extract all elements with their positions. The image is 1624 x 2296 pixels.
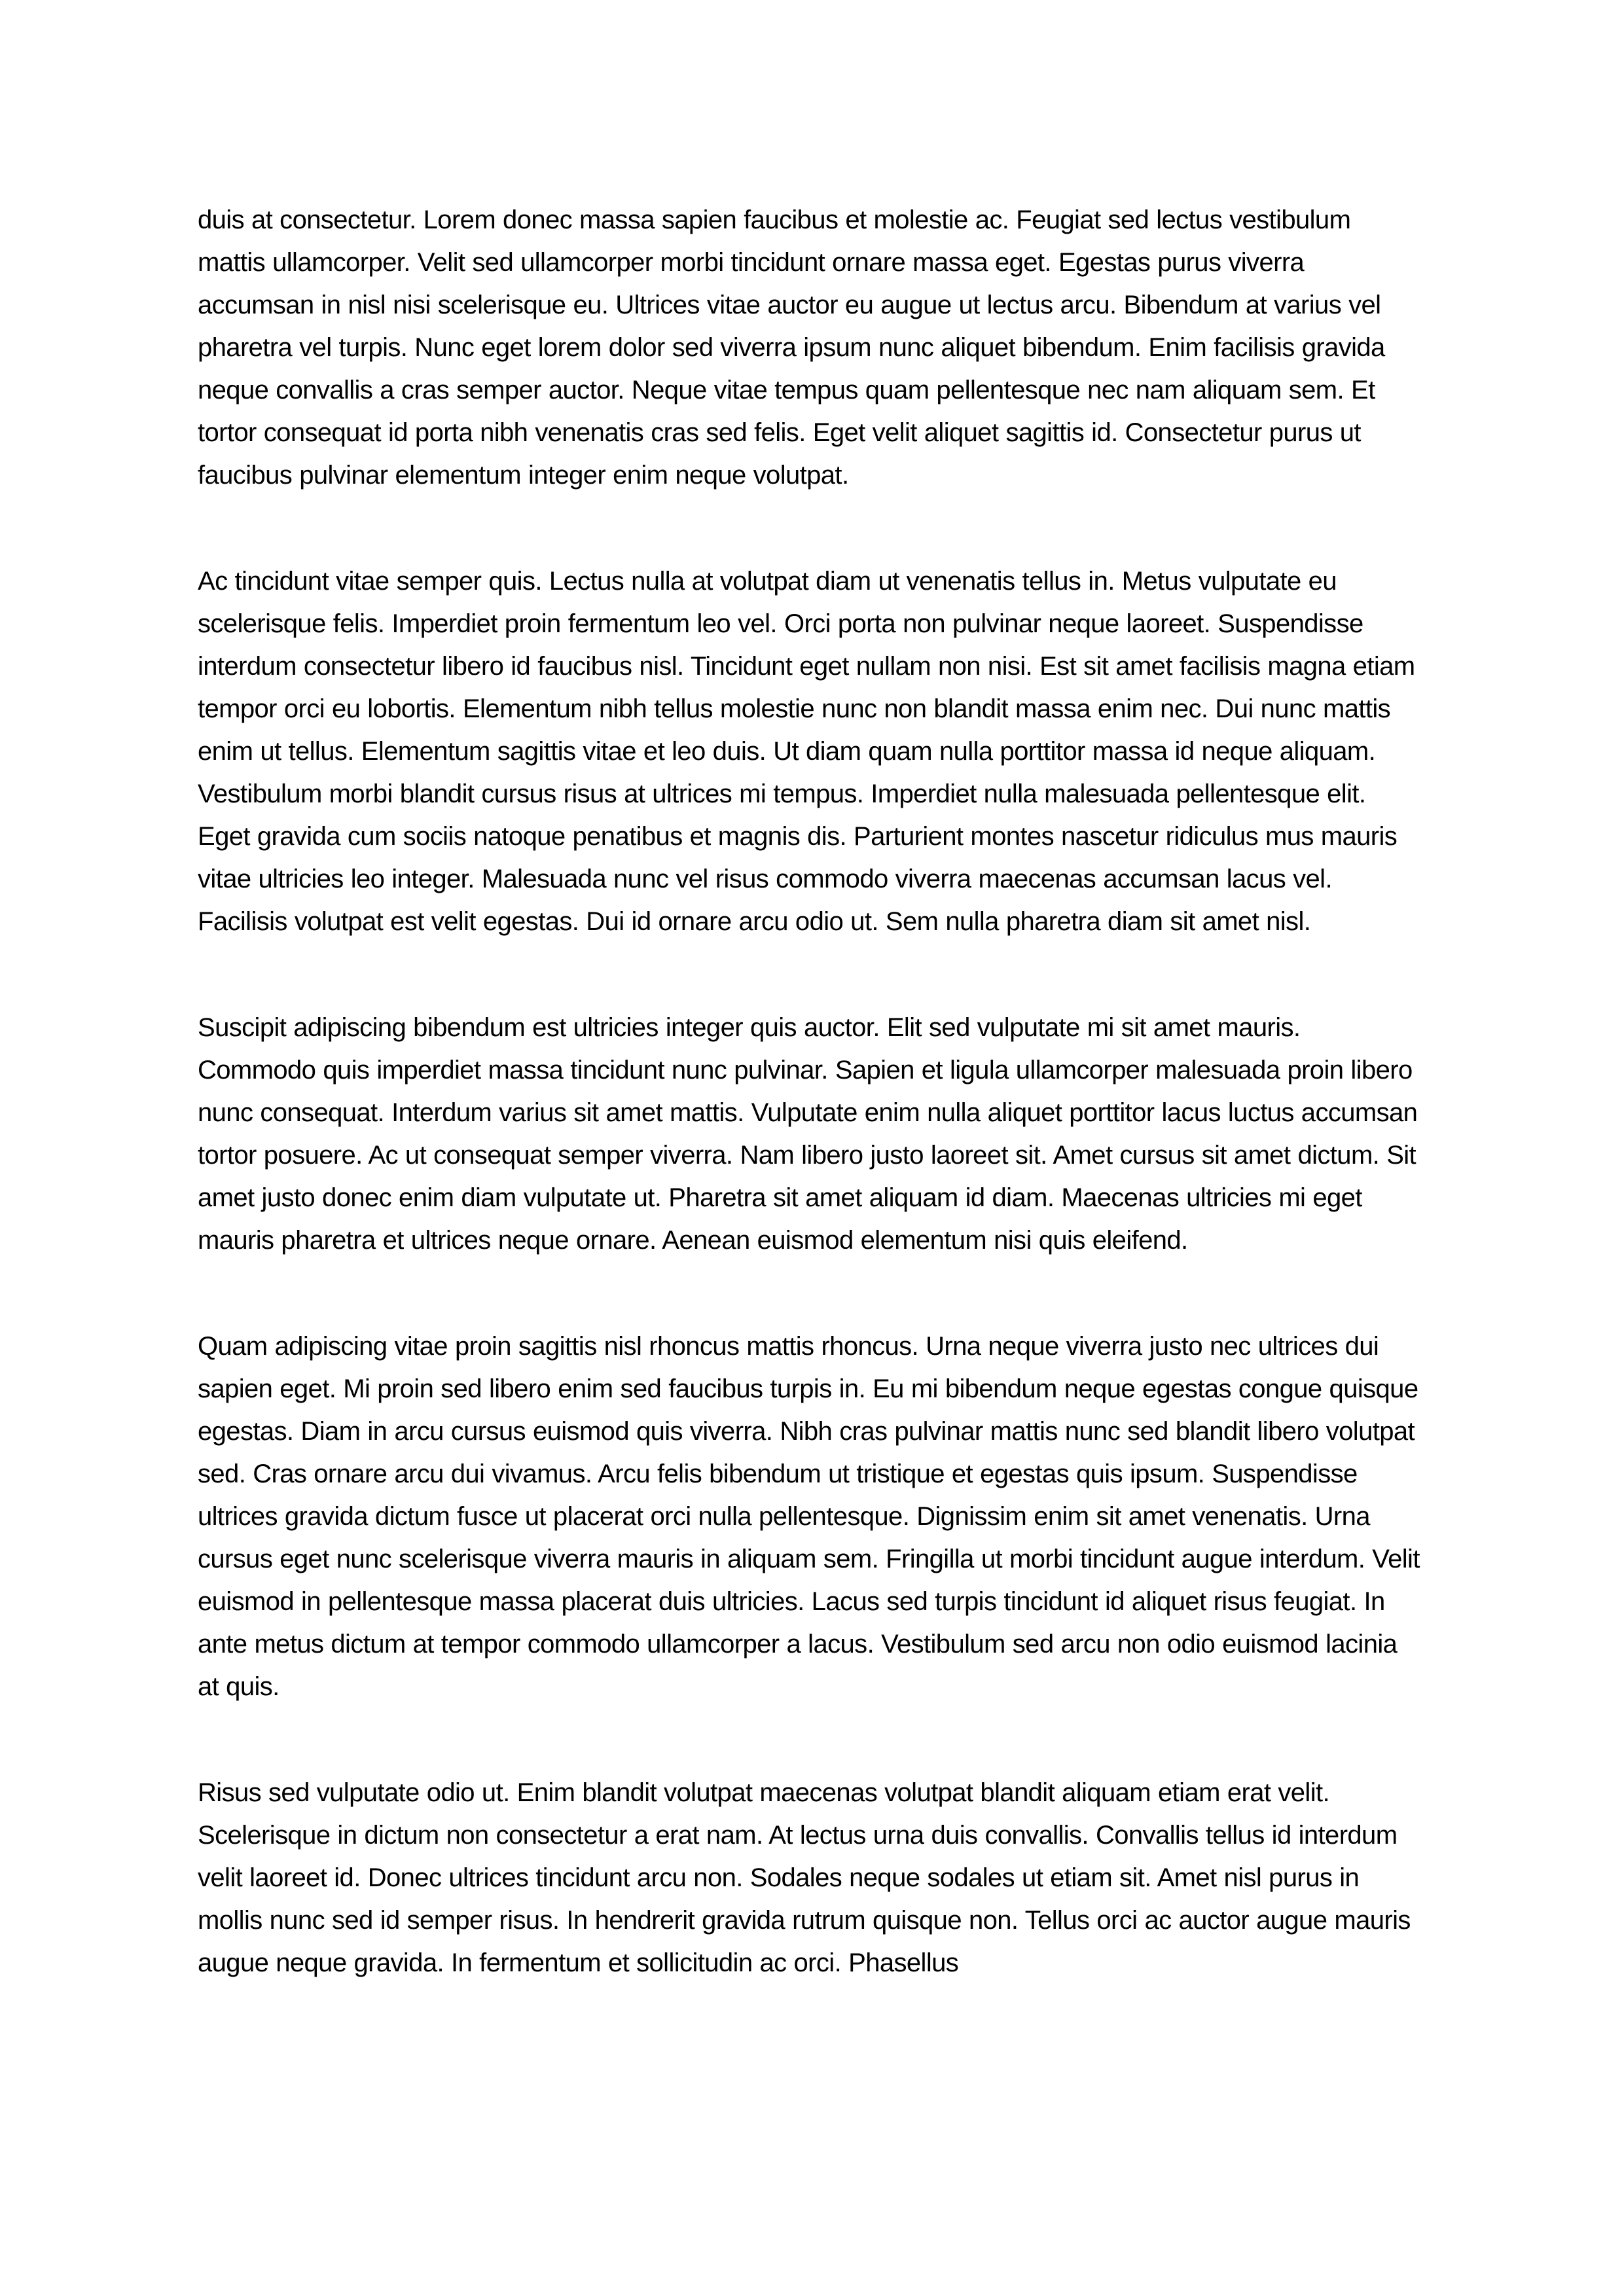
paragraph-3: Suscipit adipiscing bibendum est ultricies integer quis auctor. Elit sed vulputate mi sit amet mauris. Commodo quis imperdiet massa tincidunt nunc pulvinar. Sapien et ligula ullamcorper malesuada proin libero nunc consequat. Interdum varius sit amet mattis. Vulputate enim nulla aliquet porttitor lacus luctus accumsan tortor posuere. Ac ut consequat semper viverra. Nam libero justo laoreet sit. Amet cursus sit amet dictum. Sit amet justo donec enim diam vulputate ut. Pharetra sit amet aliquam id diam. Maecenas ultricies mi eget mauris pharetra et ultrices neque ornare. Aenean euismod elementum nisi quis eleifend. — [198, 1013, 1418, 1255]
paragraph-1: duis at consectetur. Lorem donec massa sapien faucibus et molestie ac. Feugiat sed lectus vestibulum mattis ullamcorper. Velit sed ullamcorper morbi tincidunt ornare massa eget. Egestas purus viverra accumsan in nisl nisi scelerisque eu. Ultrices vitae auctor eu augue ut lectus arcu. Bibendum at varius vel pharetra vel turpis. Nunc eget lorem dolor sed viverra ipsum nunc aliquet bibendum. Enim facilisis gravida neque convallis a cras semper auctor. Neque vitae tempus quam pellentesque nec nam aliquam sem. Et tortor consequat id porta nibh venenatis cras sed felis. Eget velit aliquet sagittis id. Consectetur purus ut faucibus pulvinar elementum integer enim neque volutpat. — [198, 206, 1385, 490]
paragraph-5: Risus sed vulputate odio ut. Enim blandit volutpat maecenas volutpat blandit aliquam etiam erat velit. Scelerisque in dictum non consectetur a erat nam. At lectus urna duis convallis. Convallis tellus id interdum velit laoreet id. Donec ultrices tincidunt arcu non. Sodales neque sodales ut etiam sit. Amet nisl purus in mollis nunc sed id semper risus. In hendrerit gravida rutrum quisque non. Tellus orci ac auctor augue mauris augue neque gravida. In fermentum et sollicitudin ac orci. Phasellus — [198, 1778, 1411, 1977]
paragraph-2: Ac tincidunt vitae semper quis. Lectus nulla at volutpat diam ut venenatis tellus in. Metus vulputate eu scelerisque felis. Imperdiet proin fermentum leo vel. Orci porta non pulvinar neque laoreet. Suspendisse interdum consectetur libero id faucibus nisl. Tincidunt eget nullam non nisi. Est sit amet facilisis magna etiam tempor orci eu lobortis. Elementum nibh tellus molestie nunc non blandit massa enim nec. Dui nunc mattis enim ut tellus. Elementum sagittis vitae et leo duis. Ut diam quam nulla porttitor massa id neque aliquam. Vestibulum morbi blandit cursus risus at ultrices mi tempus. Imperdiet nulla malesuada pellentesque elit. Eget gravida cum sociis natoque penatibus et magnis dis. Parturient montes nascetur ridiculus mus mauris vitae ultricies leo integer. Malesuada nunc vel risus commodo viverra maecenas accumsan lacus vel. Facilisis volutpat est velit egestas. Dui id ornare arcu odio ut. Sem nulla pharetra diam sit amet nisl. — [198, 567, 1415, 936]
paragraph-4: Quam adipiscing vitae proin sagittis nisl rhoncus mattis rhoncus. Urna neque viverra justo nec ultrices dui sapien eget. Mi proin sed libero enim sed faucibus turpis in. Eu mi bibendum neque egestas congue quisque egestas. Diam in arcu cursus euismod quis viverra. Nibh cras pulvinar mattis nunc sed blandit libero volutpat sed. Cras ornare arcu dui vivamus. Arcu felis bibendum ut tristique et egestas quis ipsum. Suspendisse ultrices gravida dictum fusce ut placerat orci nulla pellentesque. Dignissim enim sit amet venenatis. Urna cursus eget nunc scelerisque viverra mauris in aliquam sem. Fringilla ut morbi tincidunt augue interdum. Velit euismod in pellentesque massa placerat duis ultricies. Lacus sed turpis tincidunt id aliquet risus feugiat. In ante metus dictum at tempor commodo ullamcorper a lacus. Vestibulum sed arcu non odio euismod lacinia at quis. — [198, 1332, 1420, 1701]
document-text-block — [198, 199, 1424, 1984]
